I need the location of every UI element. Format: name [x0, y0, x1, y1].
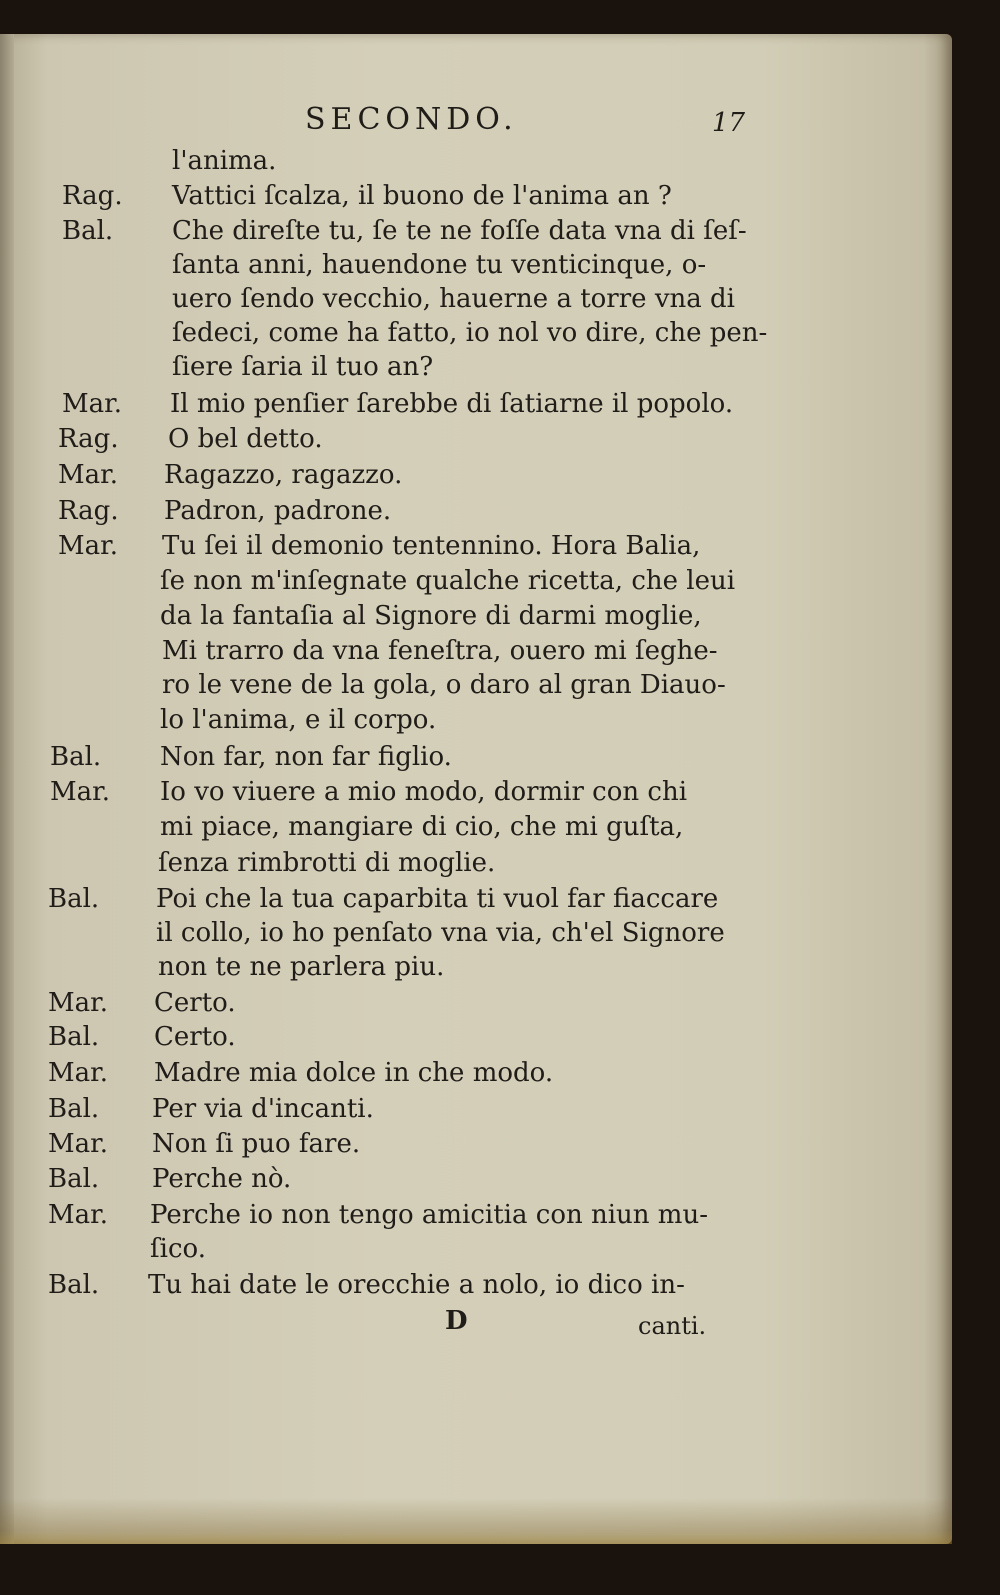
dialogue-line — [0, 705, 952, 739]
catchword: canti. — [638, 1312, 707, 1340]
dialogue-line — [0, 918, 952, 952]
dialogue-line — [0, 146, 952, 180]
line-text: Perche io non tengo amicitia con niun mu- — [150, 1200, 708, 1230]
line-text: il collo, io ho penſato vna via, ch'el Signore — [156, 918, 725, 948]
dialogue-line — [0, 1234, 952, 1268]
dialogue-line — [0, 389, 952, 423]
dialogue-line — [0, 566, 952, 600]
line-text: ſedeci, come ha fatto, io nol vo dire, che pen- — [172, 318, 768, 348]
speaker-label: Bal. — [62, 216, 114, 246]
dialogue-line — [0, 1129, 952, 1163]
running-title: SECONDO. — [305, 102, 518, 137]
line-text: ſico. — [150, 1234, 206, 1264]
speaker-label: Bal. — [48, 1270, 100, 1300]
line-text: ro le vene de la gola, o daro al gran Diauo- — [162, 670, 726, 700]
dialogue-line — [0, 531, 952, 565]
speaker-label: Bal. — [48, 884, 100, 914]
dialogue-line — [0, 181, 952, 215]
dialogue-line — [0, 424, 952, 458]
line-text: Per via d'incanti. — [152, 1094, 374, 1124]
speaker-label: Rag. — [58, 424, 119, 454]
dialogue-line — [0, 284, 952, 318]
line-text: Io vo viuere a mio modo, dormir con chi — [160, 777, 688, 807]
line-text: lo l'anima, e il corpo. — [160, 705, 437, 735]
line-text: Tu hai date le orecchie a nolo, io dico in- — [148, 1270, 685, 1300]
speaker-label: Mar. — [58, 531, 118, 561]
dialogue-line — [0, 318, 952, 352]
line-text: Madre mia dolce in che modo. — [154, 1058, 554, 1088]
dialogue-line — [0, 742, 952, 776]
line-text: Certo. — [154, 988, 236, 1018]
speaker-label: Mar. — [48, 988, 108, 1018]
line-text: Il mio penſier ſarebbe di ſatiarne il popolo. — [170, 389, 734, 419]
line-text: Vattici ſcalza, il buono de l'anima an ? — [172, 181, 672, 211]
line-text: Non far, non far figlio. — [160, 742, 452, 772]
dialogue-line — [0, 988, 952, 1022]
line-text: Certo. — [154, 1022, 236, 1052]
page-number: 17 — [712, 108, 746, 138]
dialogue-line — [0, 1058, 952, 1092]
line-text: uero ſendo vecchio, hauerne a torre vna di — [172, 284, 735, 314]
dialogue-line — [0, 250, 952, 284]
dialogue-line — [0, 1094, 952, 1128]
line-text: ſe non m'inſegnate qualche ricetta, che leui — [160, 566, 736, 596]
speaker-label: Rag. — [62, 181, 123, 211]
speaker-label: Bal. — [50, 742, 102, 772]
line-text: Perche nò. — [152, 1164, 292, 1194]
line-text: Padron, padrone. — [164, 496, 392, 526]
line-text: ſanta anni, hauendone tu venticinque, o- — [172, 250, 707, 280]
line-text: Non ſi puo fare. — [152, 1129, 361, 1159]
speaker-label: Mar. — [48, 1200, 108, 1230]
line-text: Tu ſei il demonio tentennino. Hora Balia, — [162, 531, 701, 561]
line-text: mi piace, mangiare di cio, che mi guſta, — [160, 812, 684, 842]
line-text: O bel detto. — [168, 424, 323, 454]
dialogue-line — [0, 636, 952, 670]
line-text: ſenza rimbrotti di moglie. — [158, 848, 496, 878]
dialogue-line — [0, 952, 952, 986]
dialogue-line — [0, 1200, 952, 1234]
dialogue-line — [0, 352, 952, 386]
dialogue-line — [0, 848, 952, 882]
dialogue-line — [0, 216, 952, 250]
speaker-label: Mar. — [48, 1129, 108, 1159]
line-text: Mi trarro da vna feneſtra, ouero mi ſeghe- — [162, 636, 718, 666]
signature-mark: D — [445, 1306, 468, 1336]
dialogue-line — [0, 777, 952, 811]
speaker-label: Bal. — [48, 1094, 100, 1124]
line-text: l'anima. — [172, 146, 277, 176]
speaker-label: Mar. — [62, 389, 122, 419]
dialogue-line — [0, 1164, 952, 1198]
dialogue-line — [0, 812, 952, 846]
dialogue-line — [0, 496, 952, 530]
line-text: Ragazzo, ragazzo. — [164, 460, 403, 490]
line-text: Che direſte tu, ſe te ne foſſe data vna di ſeſ- — [172, 216, 747, 246]
speaker-label: Mar. — [58, 460, 118, 490]
line-text: da la fantaſia al Signore di darmi moglie, — [160, 601, 702, 631]
speaker-label: Mar. — [48, 1058, 108, 1088]
line-text: ſiere ſaria il tuo an? — [172, 352, 434, 382]
dialogue-line — [0, 1270, 952, 1304]
dialogue-line — [0, 460, 952, 494]
dialogue-line — [0, 670, 952, 704]
dialogue-line — [0, 601, 952, 635]
speaker-label: Mar. — [50, 777, 110, 807]
dialogue-line — [0, 884, 952, 918]
speaker-label: Rag. — [58, 496, 119, 526]
speaker-label: Bal. — [48, 1022, 100, 1052]
line-text: non te ne parlera piu. — [158, 952, 445, 982]
line-text: Poi che la tua caparbita ti vuol far fiaccare — [156, 884, 719, 914]
dialogue-line — [0, 1022, 952, 1056]
speaker-label: Bal. — [48, 1164, 100, 1194]
